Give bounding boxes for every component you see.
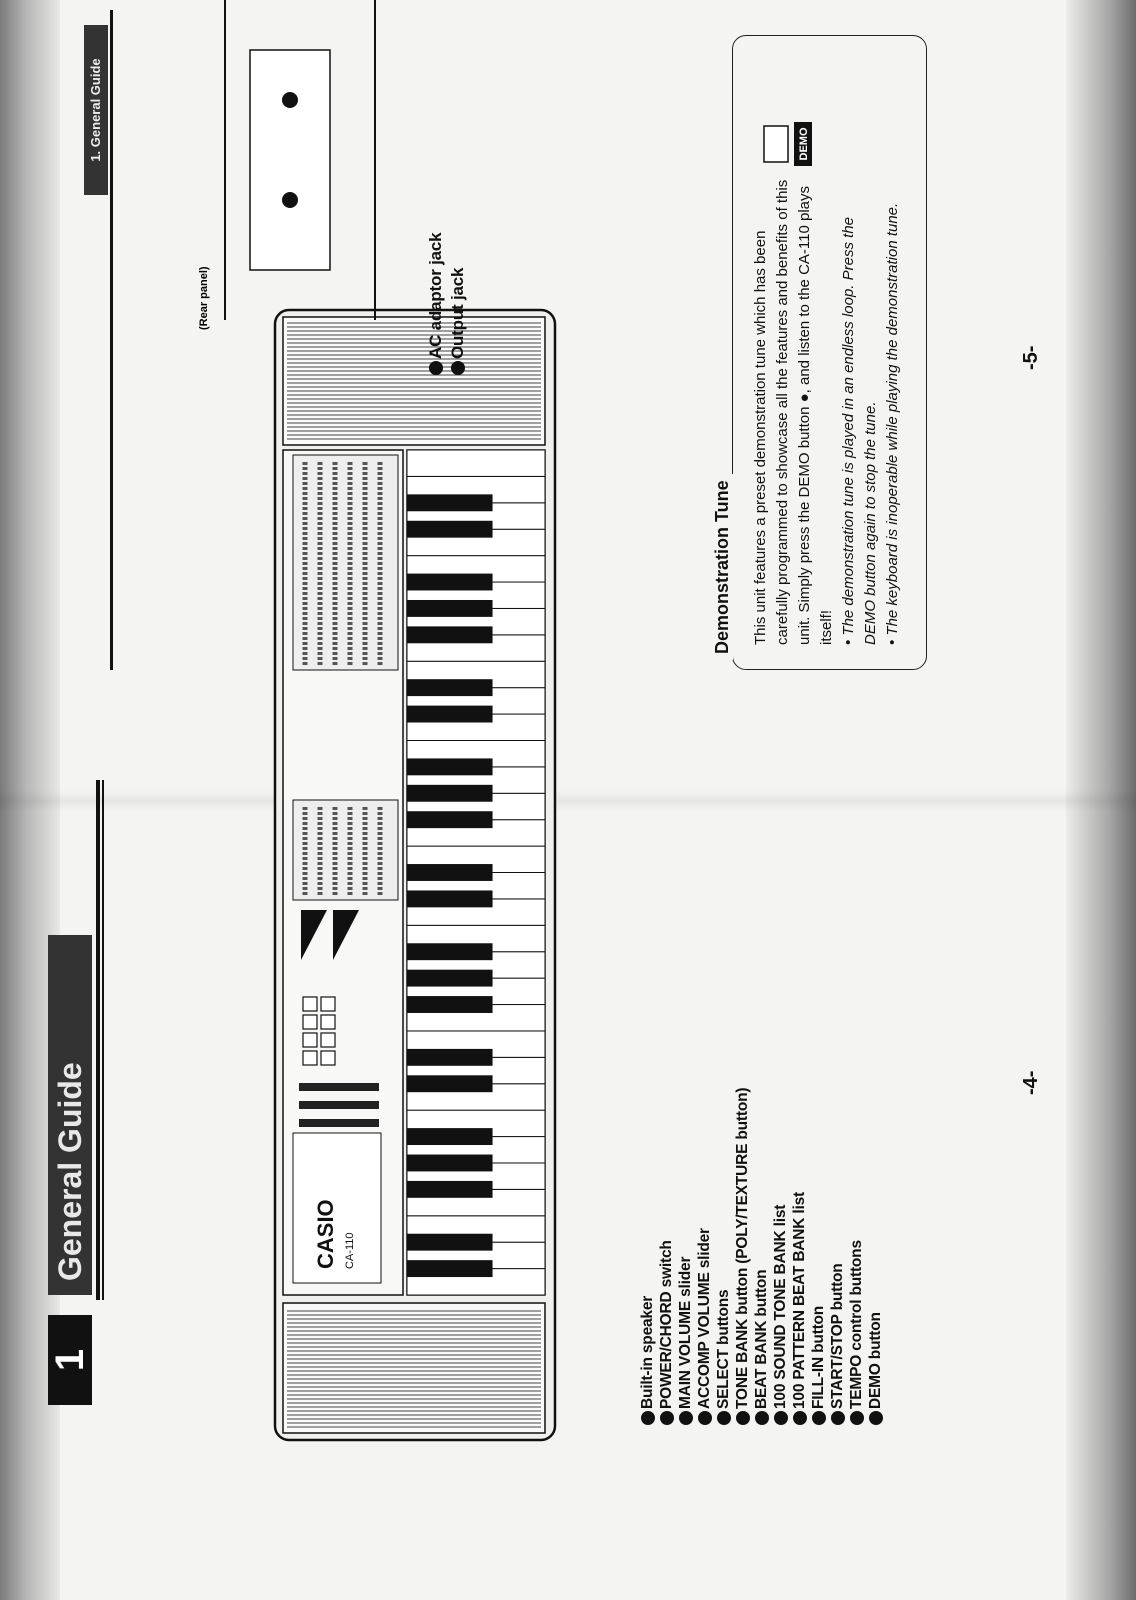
demo-note: • The demonstration tune is played in an endless loop. Press the DEMO button again to stop the tune. — [840, 216, 879, 645]
callout-dot-icon — [429, 361, 443, 375]
legend-item: 100 PATTERN BEAT BANK list — [790, 1088, 809, 1425]
black-key — [407, 864, 493, 881]
legend-item: SELECT buttons — [714, 1088, 733, 1425]
callout-dot-icon — [660, 1411, 674, 1425]
black-key — [407, 1049, 493, 1066]
chapter-title: General Guide — [48, 935, 92, 1295]
title-rule — [96, 780, 100, 1300]
black-key — [407, 785, 493, 802]
black-key — [407, 1128, 493, 1145]
black-key — [407, 706, 493, 723]
callout-dot-icon — [698, 1411, 712, 1425]
rear-panel-diagram — [215, 0, 385, 330]
demo-button-icon — [760, 100, 820, 170]
black-key — [407, 811, 493, 828]
page-number-left: -4- — [1020, 1070, 1042, 1095]
rear-legend-item: AC adaptor jack — [425, 233, 447, 375]
chapter-number: 1 — [48, 1315, 92, 1405]
legend-item: 100 SOUND TONE BANK list — [771, 1088, 790, 1425]
white-key — [407, 450, 545, 476]
black-key — [407, 758, 493, 775]
rear-panel-label: (Rear panel) — [198, 266, 210, 330]
legend-item: DEMO button — [866, 1088, 885, 1425]
legend-item: START/STOP button — [828, 1088, 847, 1425]
black-key — [407, 1260, 493, 1277]
callout-dot-icon — [736, 1411, 750, 1425]
black-key — [407, 494, 493, 511]
callout-dot-icon — [869, 1411, 883, 1425]
callout-dot-icon — [641, 1411, 655, 1425]
legend-item: POWER/CHORD switch — [657, 1088, 676, 1425]
title-rule-thin — [102, 780, 104, 1300]
black-key — [407, 996, 493, 1013]
section-rule — [110, 10, 113, 670]
callout-dot-icon — [717, 1411, 731, 1425]
black-key — [407, 1181, 493, 1198]
callout-dot-icon — [774, 1411, 788, 1425]
demo-paragraph: This unit features a preset demonstration tune which has been carefully programmed to showcase all the features and benefits of this unit. Simply press the DEMO button ●, and listen to the CA-110 plays itself! — [752, 179, 835, 645]
demo-heading: Demonstration Tune — [712, 474, 733, 660]
callout-dot-icon — [850, 1411, 864, 1425]
callout-dot-icon — [831, 1411, 845, 1425]
legend-item: ACCOMP VOLUME slider — [695, 1088, 714, 1425]
legend-item: TEMPO control buttons — [847, 1088, 866, 1425]
legend-item: Built-in speaker — [638, 1088, 657, 1425]
demo-button-label: DEMO — [798, 127, 810, 161]
demo-note: • The keyboard is inoperable while playing the demonstration tune. — [884, 202, 901, 645]
black-key — [407, 890, 493, 907]
black-key — [407, 970, 493, 987]
model-label: CA-110 — [344, 1232, 356, 1269]
rear-legend-item: Output jack — [447, 233, 469, 375]
legend-item: FILL-IN button — [809, 1088, 828, 1425]
section-tag: 1. General Guide — [84, 25, 108, 195]
black-key — [407, 1155, 493, 1172]
page-number-right: -5- — [1020, 345, 1042, 370]
callout-dot-icon — [451, 361, 465, 375]
legend-item: BEAT BANK button — [752, 1088, 771, 1425]
callout-dot-icon — [679, 1411, 693, 1425]
black-key — [407, 1075, 493, 1092]
rear-panel-legend — [425, 233, 469, 375]
keyboard-diagram — [215, 305, 605, 1445]
component-legend — [638, 1088, 885, 1425]
legend-item: MAIN VOLUME slider — [676, 1088, 695, 1425]
black-key — [407, 626, 493, 643]
callout-dot-icon — [755, 1411, 769, 1425]
brand-logo: CASIO — [313, 1199, 338, 1269]
black-key — [407, 600, 493, 617]
black-key — [407, 679, 493, 696]
callout-dot-icon — [812, 1411, 826, 1425]
black-key — [407, 1234, 493, 1251]
black-key — [407, 574, 493, 591]
callout-dot-icon — [793, 1411, 807, 1425]
right-speaker-grille — [283, 317, 545, 445]
legend-item: TONE BANK button (POLY/TEXTURE button) — [733, 1088, 752, 1425]
demo-body — [750, 175, 904, 645]
black-key — [407, 521, 493, 538]
black-key — [407, 943, 493, 960]
